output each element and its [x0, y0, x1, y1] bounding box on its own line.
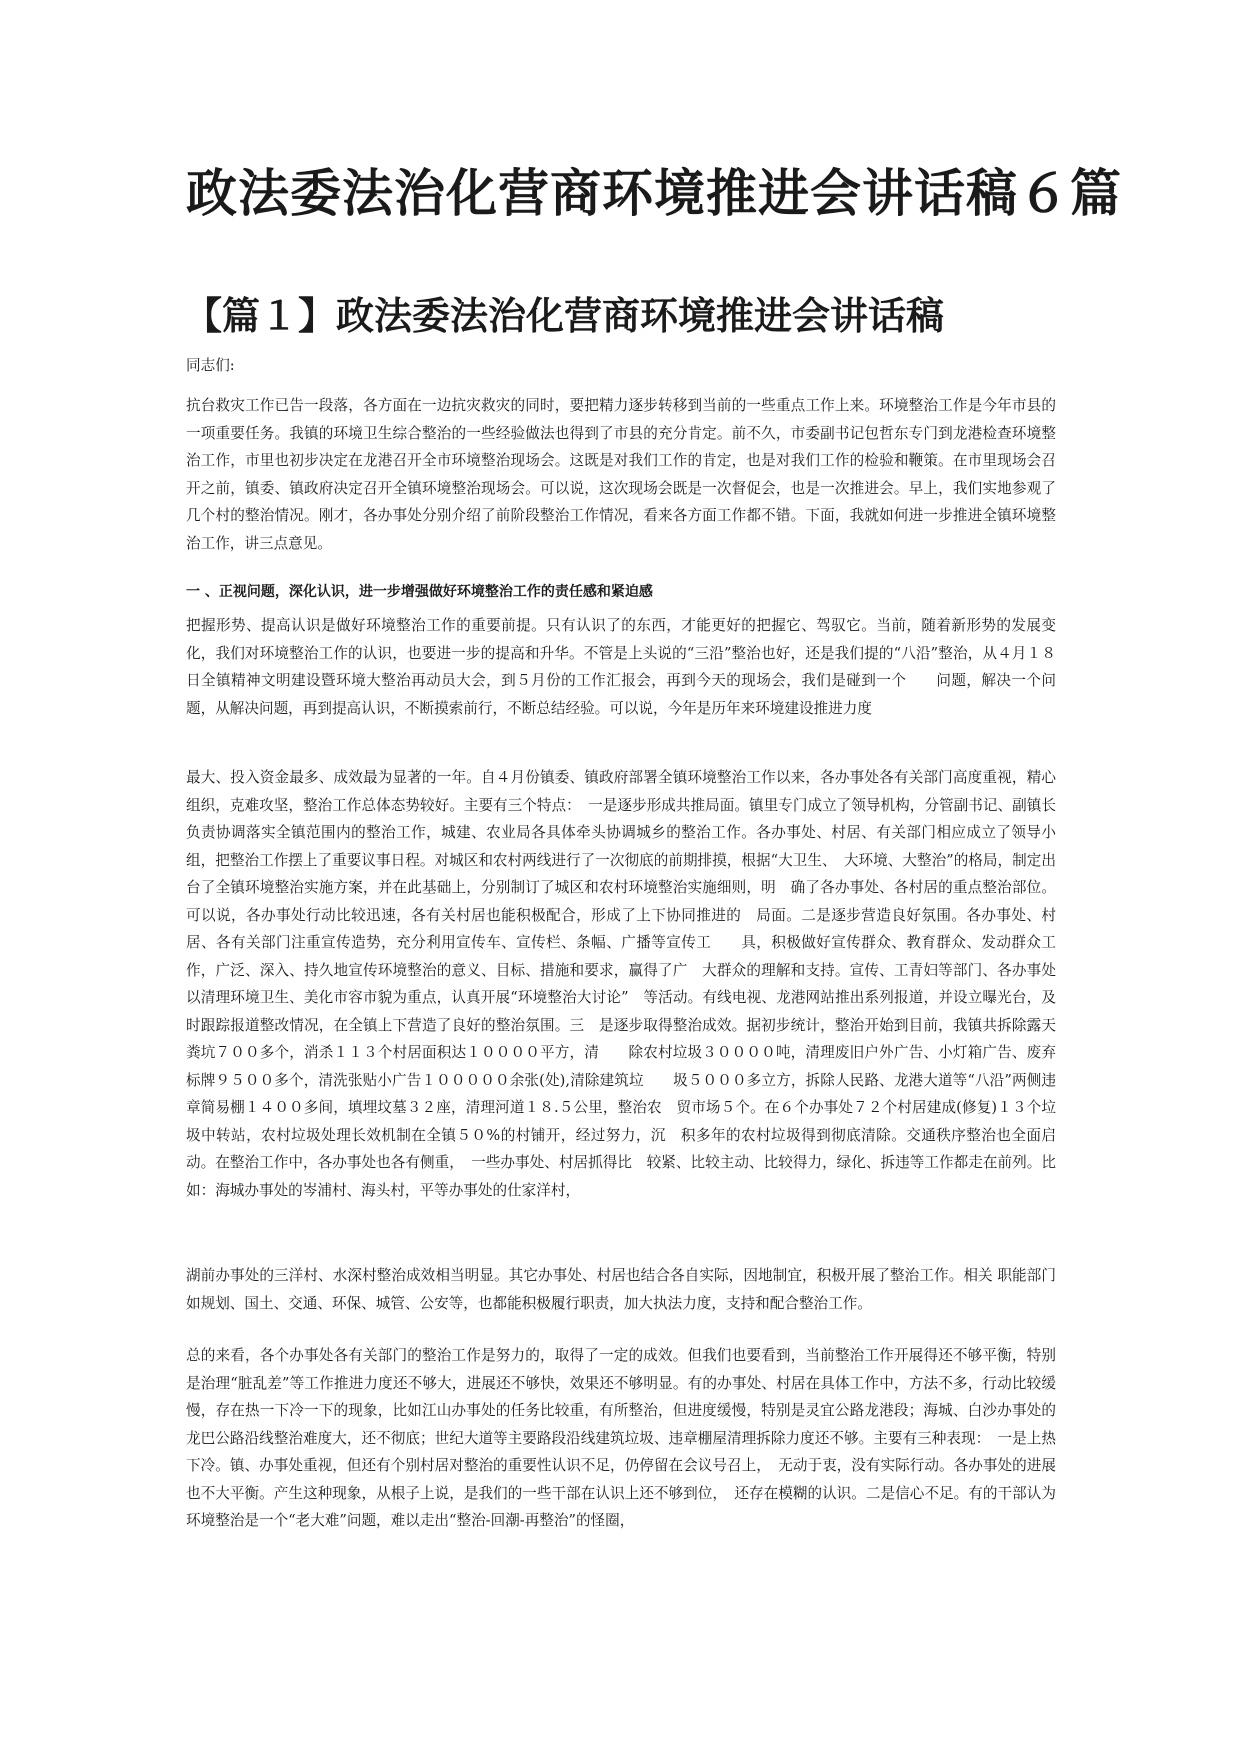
salutation: 同志们: — [186, 357, 235, 374]
paragraph: 最大、投入资金最多、成效最为显著的一年。自４月份镇委、镇政府部署全镇环境整治工作以来，各办事处各有关部门高度重视，精心组织，克难攻坚，整治工作总体态势较好。主要有三个特点： 一是逐步形成共推局面。镇里专门成立了领导机构，分管副书记、副镇长负责协调落实全镇范围内的整治工作，城建、农业局各具体牵头协调城乡的整治工作。各办事处、村居、有关部门相应成立了领导小组，把整治工作摆上了重要议事日程。对城区和农村两线进行了一次彻底的前期排摸，根据“大卫生、 大环境、大整治”的格局，制定出台了全镇环境整治实施方案，并在此基础上，分别制订了城区和农村环境整治实施细则，明 确了各办事处、各村居的重点整治部位。可以说，各办事处行动比较迅速，各有关村居也能积极配合，形成了上下协同推进的 局面。二是逐步营造良好氛围。各办事处、村居、各有关部门注重宣传造势，充分利用宣传车、宣传栏、条幅、广播等宣传工 具，积极做好宣传群众、教育群众、发动群众工作，广泛、深入、持久地宣传环境整治的意义、目标、措施和要求，赢得了广 大群众的理解和支持。宣传、工青妇等部门、各办事处以清理环境卫生、美化市容市貌为重点，认真开展“环境整治大讨论” 等活动。有线电视、龙港网站推出系列报道，并设立曝光台，及时跟踪报道整改情况，在全镇上下营造了良好的整治氛围。三 是逐步取得整治成效。据初步统计，整治开始到目前，我镇共拆除露天粪坑７００多个，消杀１１３个村居面积达１００００平方，清 除农村垃圾３００００吨，清理废旧户外广告、小灯箱广告、废弃标牌９５００多个，清洗张贴小广告１０００００余张(处),清除建筑垃 圾５０００多立方，拆除人民路、龙港大道等“八沿”两侧违章简易棚１４００多间，填埋坟墓３２座，清理河道１８.５公里，整治农 贸市场５个。在６个办事处７２个村居建成(修复)１３个垃圾中转站，农村垃圾处理长效机制在全镇５０%的村铺开，经过努力，沉 积多年的农村垃圾得到彻底清除。交通秩序整治也全面启动。在整治工作中，各办事处也各有侧重， 一些办事处、村居抓得比 较紧、比较主动、比较得力，绿化、拆违等工作都走在前列。比如：海城办事处的岑浦村、海头村，平等办事处的仕家洋村， — [186, 769, 1056, 1199]
paragraph: 把握形势、提高认识是做好环境整治工作的重要前提。只有认识了的东西，才能更好的把握它、驾驭它。当前，随着新形势的发展变化，我们对环境整治工作的认识，也要进一步的提高和升华。不管是上头说的“三沿”整治也好，还是我们提的“八沿”整治，从４月１８日全镇精神文明建设暨环境大整治再动员大会，到５月份的工作汇报会，再到今天的现场会，我们是碰到一个 问题，解决一个问题，从解决问题，再到提高认识，不断摸索前行，不断总结经验。可以说，今年是历年来环境建设推进力度 — [186, 617, 1056, 717]
chapter-title: 【篇１】政法委法治化营商环境推进会讲话稿 — [184, 294, 945, 338]
section-heading: 一 、正视问题，深化认识，进一步增强做好环境整治工作的责任感和紧迫感 — [186, 584, 653, 600]
paragraph: 抗台救灾工作已告一段落，各方面在一边抗灾救灾的同时，要把精力逐步转移到当前的一些重点工作上来。环境整治工作是今年市县的一项重要任务。我镇的环境卫生综合整治的一些经验做法也得到了市县的充分肯定。前不久，市委副书记包哲东专门到龙港检查环境整治工作，市里也初步决定在龙港召开全市环境整治现场会。这既是对我们工作的肯定，也是对我们工作的检验和鞭策。在市里现场会召开之前，镇委、镇政府决定召开全镇环境整治现场会。可以说，这次现场会既是一次督促会，也是一次推进会。早上，我们实地参观了几个村的整治情况。刚才，各办事处分别介绍了前阶段整治工作情况，看来各方面工作都不错。下面，我就如何进一步推进全镇环境整治工作，讲三点意见。 — [186, 397, 1056, 552]
paragraph: 湖前办事处的三洋村、水深村整治成效相当明显。其它办事处、村居也结合各自实际，因地制宜，积极开展了整治工作。相关 职能部门如规划、国土、交通、环保、城管、公安等，也都能积极履行职责，加大执法力度，支持和配合整治工作。 — [186, 1267, 1056, 1312]
document-title: 政法委法治化营商环境推进会讲话稿６篇 — [186, 165, 1123, 224]
paragraph: 总的来看，各个办事处各有关部门的整治工作是努力的，取得了一定的成效。但我们也要看到，当前整治工作开展得还不够平衡，特别是治理“脏乱差”等工作推进力度还不够大，进展还不够快，效果还不够明显。有的办事处、村居在具体工作中，方法不多，行动比较缓慢，存在热一下冷一下的现象，比如江山办事处的任务比较重，有所整治，但进度缓慢，特别是灵宜公路龙港段；海城、白沙办事处的龙巴公路沿线整治难度大，还不彻底；世纪大道等主要路段沿线建筑垃圾、违章棚屋清理拆除力度还不够。主要有三种表现： 一是上热下冷。镇、办事处重视，但还有个别村居对整治的重要性认识不足，仍停留在会议号召上， 无动于衷，没有实际行动。各办事处的进展也不大平衡。产生这种现象，从根子上说，是我们的一些干部在认识上还不够到位， 还存在模糊的认识。二是信心不足。有的干部认为环境整治是一个“老大难”问题，难以走出“整治-回潮-再整治”的怪圈， — [186, 1347, 1056, 1529]
